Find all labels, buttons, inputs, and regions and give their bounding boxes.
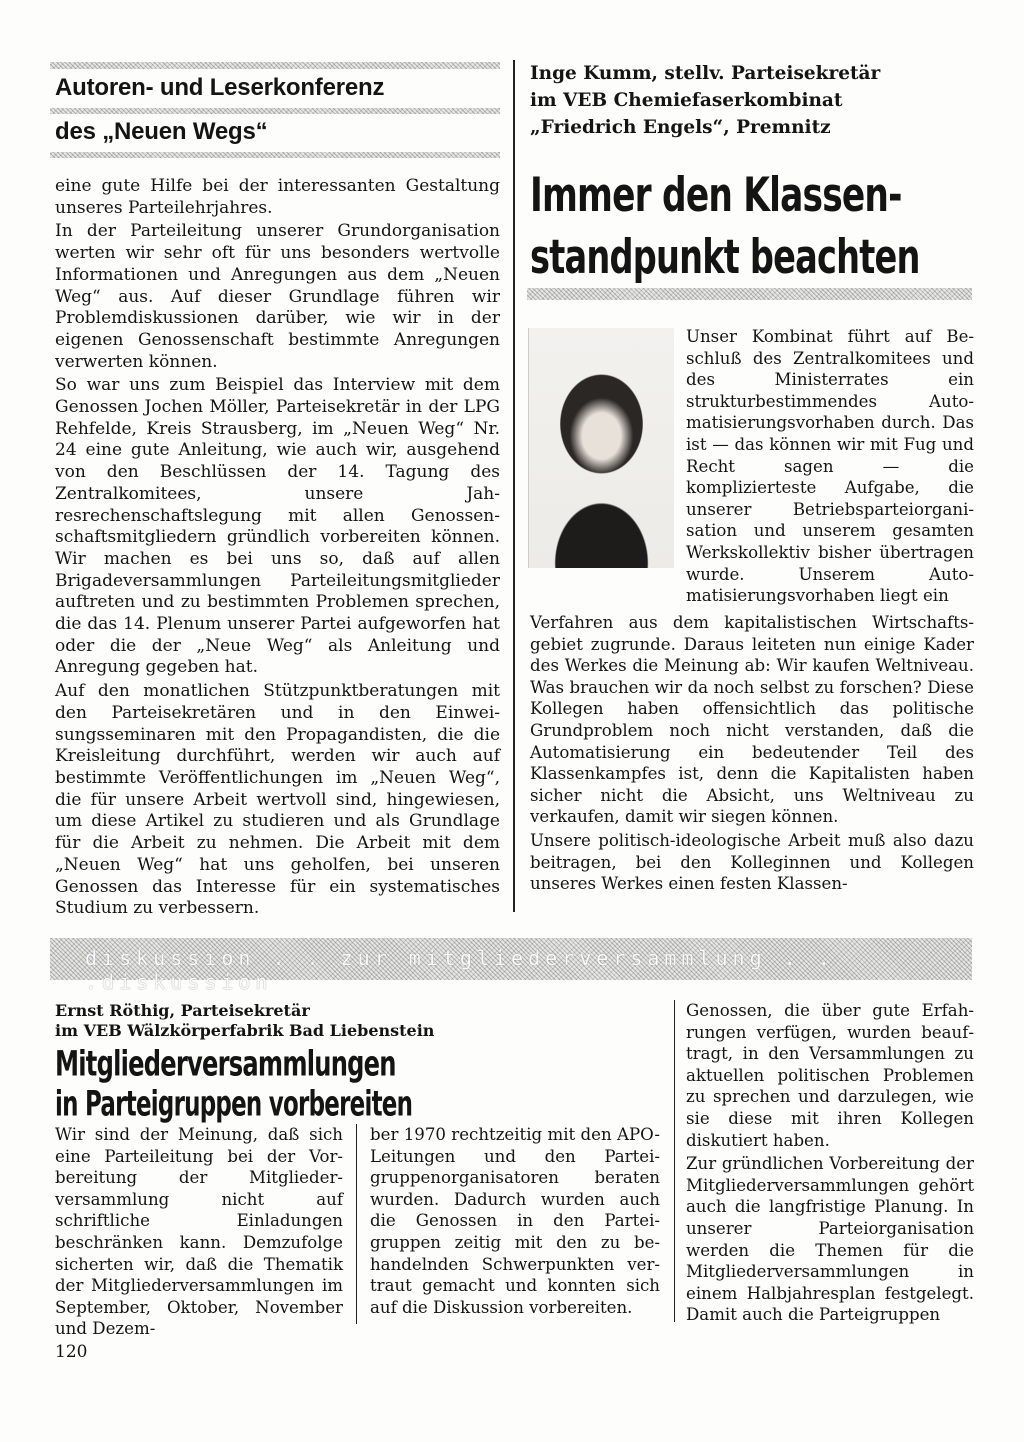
left-paragraph-4: Auf den monatlichen Stützpunktberatungen mit den Parteisekretären und in den Einweisungsseminaren mit den Propagandisten, die die Kreisleitung durchführt, werden wir auch auf bestimmte Veröffentlichungen im „Neuen Weg“, die für unsere Arbeit wertvoll sind, hingewiesen, um diese Artikel zu studieren und als Grundlage für die Arbeit zu nehmen. Die Arbeit mit dem „Neuen Weg“ hat uns geholfen, bei unseren Genossen das Interesse für ein systematisches Studium zu verbessern. <box>55 681 500 919</box>
bottom-divider-1 <box>356 1124 357 1324</box>
bottom-byline <box>55 1001 434 1041</box>
kicker-bottom-rule <box>50 152 500 158</box>
page-number: 120 <box>55 1342 88 1362</box>
left-article-body <box>55 176 500 922</box>
left-paragraph-3: So war uns zum Beispiel das Interview mit dem Genossen Jochen Möller, Parteisekretär in der LPG Rehfelde, Kreis Strausberg, im „Neuen Weg“ Nr. 24 eine gute Anleitung, wie auch wir, ausgehend von den Beschlüssen der 14. Tagung des Zentralkomitees, unsere Jahresrechenschaftslegung mit allen Genossenschaftsmitgliedern gründlich vorbereiten können. Wir machen es bei uns so, daß auf allen Brigadeversammlungen Parteileitungsmitglieder auftreten und zu bestimmten Problemen sprechen, die das 14. Plenum unserer Partei aufgeworfen hat oder die der „Neue Weg“ als Anleitung und Anregung gegeben hat. <box>55 375 500 678</box>
column-divider <box>513 60 515 912</box>
bottom-col2 <box>370 1124 660 1320</box>
kicker-title-line1: Autoren- und Leserkonferenz <box>55 74 385 101</box>
bottom-col3 <box>686 1000 974 1328</box>
bottom-byline-line1: Ernst Röthig, Parteisekretär <box>55 1001 310 1020</box>
right-byline <box>530 60 880 141</box>
kicker-title-line2: des „Neuen Wegs“ <box>55 118 268 145</box>
right-paragraph-1a: Unser Kombinat führt auf Beschluß des Zentralkomitees und des Ministerrates ein strukturbestimmendes Automatisierungsvorhaben durch. Das ist — das können wir mit Fug und Recht sagen — die komplizierteste Aufgabe, die unserer Betriebsparteiorganisation und unserem gesamten Werkskollektiv bisher übertragen wurde. Unserem Automatisierungsvorhaben liegt ein <box>686 327 974 606</box>
right-byline-line3: „Friedrich Engels“, Premnitz <box>530 117 831 138</box>
right-byline-line2: im VEB Chemiefaserkombinat <box>530 90 843 111</box>
bottom-divider-2 <box>674 1000 675 1322</box>
discussion-banner-text: diskussion . . zur mitgliederversammlung . . .diskussion <box>85 946 835 994</box>
right-byline-line1: Inge Kumm, stellv. Parteisekretär <box>530 63 881 84</box>
right-text-below-photo <box>530 612 974 897</box>
bottom-col3-text-1: Genossen, die über gute Erfahrungen verfügen, wurden beauftragt, in den Versammlungen zu aktuellen politischen Problemen zu sprechen und darzulegen, wie sie diese mit ihren Kollegen diskutiert haben. <box>686 1001 974 1150</box>
bottom-col3-text-2: Zur gründlichen Vorbereitung der Mitgliederversammlungen gehört auch die langfristige Planung. In unserer Parteiorganisation werden die Themen für die Mitgliederversammlungen in einem Halbjahresplan festgelegt. Damit auch die Parteigruppen <box>686 1154 974 1325</box>
left-paragraph-2: In der Parteileitung unserer Grundorganisation werten wir sehr oft für uns besonders wertvolle Informationen und Anregungen aus dem „Neuen Weg“ aus. Auf dieser Grundlage führen wir Problemdiskussionen darüber, wie wir in der eigenen Genossenschaft bestimmte Anregungen verwerten können. <box>55 221 500 372</box>
bottom-col1-text: Wir sind der Meinung, daß sich eine Parteileitung bei der Vorbereitung der Mitgliederversammlung nicht auf schriftliche Einladungen beschränken kann. Demzufolge sicherten wir, daß die Thematik der Mitgliederversammlungen im September, Oktober, November und Dezem- <box>55 1125 343 1339</box>
bottom-headline-line2: in Parteigruppen vorbereiten <box>55 1084 413 1125</box>
right-text-beside-photo <box>686 326 974 609</box>
right-paragraph-1b: Verfahren aus dem kapitalistischen Wirtschaftsgebiet zugrunde. Daraus leiteten nun einige Kader des Werkes die Meinung ab: Wir kaufen Weltniveau. Was brauchen wir da noch selbst zu forschen? Diese Kollegen haben offensichtlich das politische Grundproblem noch nicht verstanden, daß die Automatisierung ein bedeutender Teil des Klassenkampfes ist, denn die Kapitalisten haben sicher nicht die Absicht, uns Weltniveau zu verkaufen, damit wir siegen können. <box>530 613 974 827</box>
right-headline-line2: standpunkt beachten <box>530 229 920 284</box>
bottom-col2-text: ber 1970 rechtzeitig mit den APO-Leitungen und den Parteigruppenorganisatoren beraten wurden. Dadurch wurden auch die Genossen in den Parteigruppen zeitig mit den zu behandelnden Schwerpunkten vertraut gemacht und konnten sich auf die Diskussion vorbereiten. <box>370 1125 660 1317</box>
bottom-col1 <box>55 1124 343 1342</box>
portrait-photo <box>528 328 674 568</box>
right-paragraph-2: Unsere politisch-ideologische Arbeit muß also dazu beitragen, bei den Kolleginnen und Kollegen unseres Werkes einen festen Klassen- <box>530 830 974 894</box>
bottom-byline-line2: im VEB Wälzkörperfabrik Bad Liebenstein <box>55 1021 435 1040</box>
left-paragraph-1: eine gute Hilfe bei der interessanten Gestaltung unseres Parteilehrjahres. <box>55 176 500 218</box>
headline-rule <box>527 288 972 300</box>
bottom-headline-line1: Mitgliederversammlungen <box>55 1044 396 1085</box>
right-headline-line1: Immer den Klassen- <box>530 167 902 222</box>
